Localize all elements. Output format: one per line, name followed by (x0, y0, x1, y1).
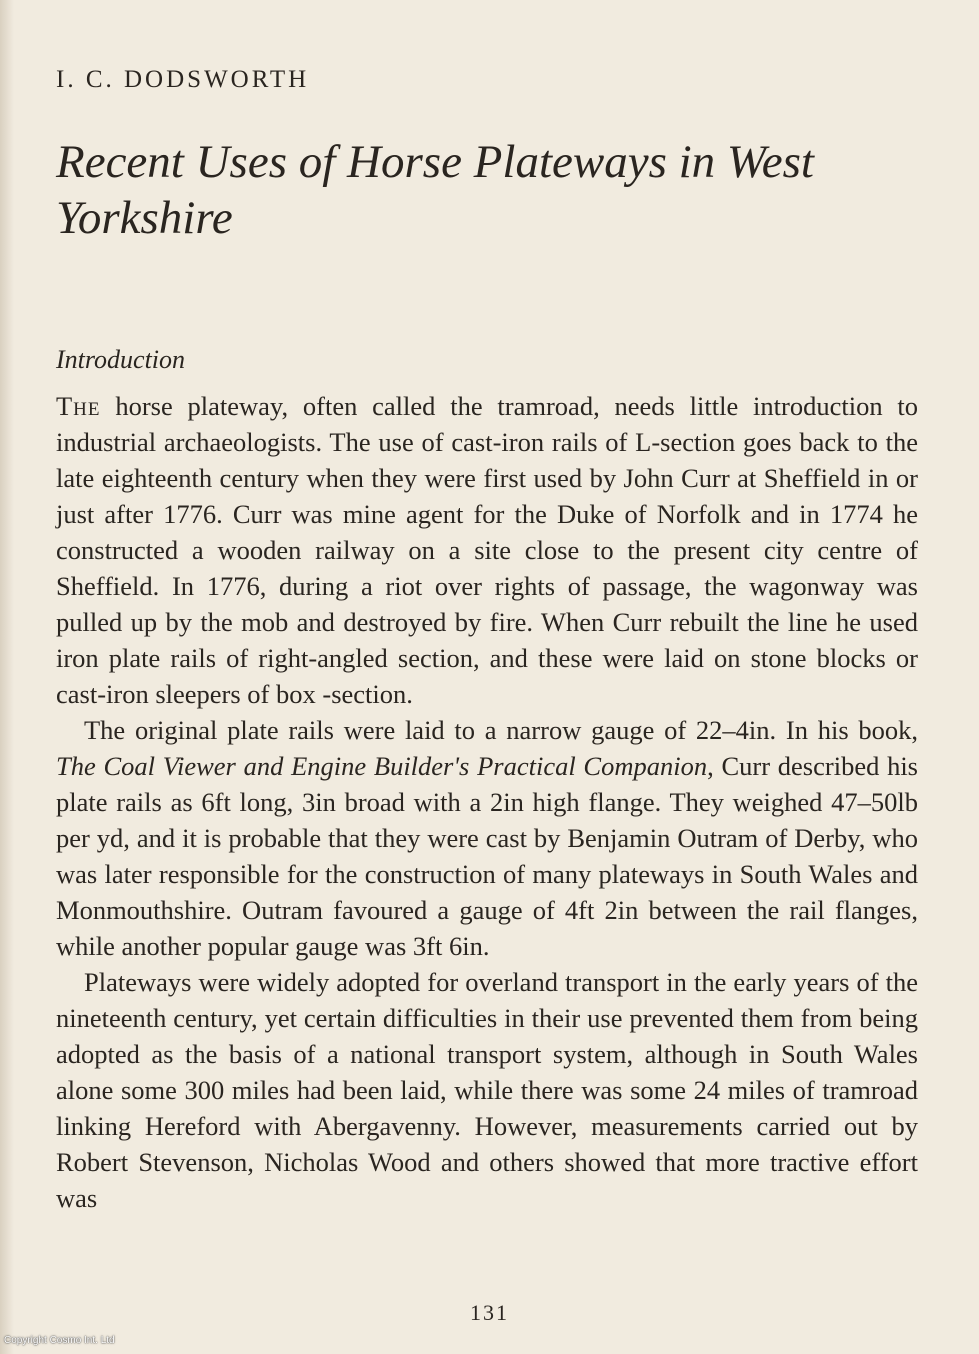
paragraph-2-text-after: , Curr described his plate rails as 6ft long, 3in broad with a 2in high flange. They weighed 47–50lb per yd, and it is probable that they were cast by Benjamin Outram of Derby, who was later responsible for the construction of many plateways in South Wales and Monmouthshire. Outram favoured a gauge of 4ft 2in between the rail flanges, while another popular gauge was 3ft 6in. (56, 751, 918, 961)
paragraph-1 (56, 388, 918, 712)
paragraph-2 (56, 712, 918, 964)
author-name: I. C. DODSWORTH (56, 66, 310, 93)
article-title: Recent Uses of Horse Plateways in West Yorkshire (56, 136, 814, 244)
paragraph-3: Plateways were widely adopted for overland transport in the early years of the nineteenth century, yet certain difficulties in their use prevented them from being adopted as the basis of a national transport system, although in South Wales alone some 300 miles had been laid, while there was some 24 miles of tramroad linking Hereford with Abergavenny. However, measurements carried out by Robert Stevenson, Nicholas Wood and others showed that more tractive effort was (56, 967, 918, 1213)
copyright-watermark: Copyright Cosmo Int. Ltd (4, 1335, 115, 1346)
section-heading-introduction: Introduction (56, 345, 186, 374)
page-number: 131 (470, 1300, 509, 1325)
paragraph-1-lead-word: The (56, 391, 101, 421)
article-body (56, 388, 918, 1216)
paragraph-2-text-before: The original plate rails were laid to a narrow gauge of 22–4in. In his book, (84, 715, 918, 745)
page-edge-shadow (0, 0, 14, 1354)
book-title: The Coal Viewer and Engine Builder's Practical Companion (56, 751, 708, 781)
paragraph-1-text: horse plateway, often called the tramroad, needs little introduction to industrial archaeologists. The use of cast-iron rails of L-section goes back to the late eighteenth century when they were first used by John Curr at Sheffield in or just after 1776. Curr was mine agent for the Duke of Norfolk and in 1774 he constructed a wooden railway on a site close to the present city centre of Sheffield. In 1776, during a riot over rights of passage, the wagonway was pulled up by the mob and destroyed by fire. When Curr rebuilt the line he used iron plate rails of right-angled section, and these were laid on stone blocks or cast-iron sleepers of box -section. (56, 391, 918, 709)
